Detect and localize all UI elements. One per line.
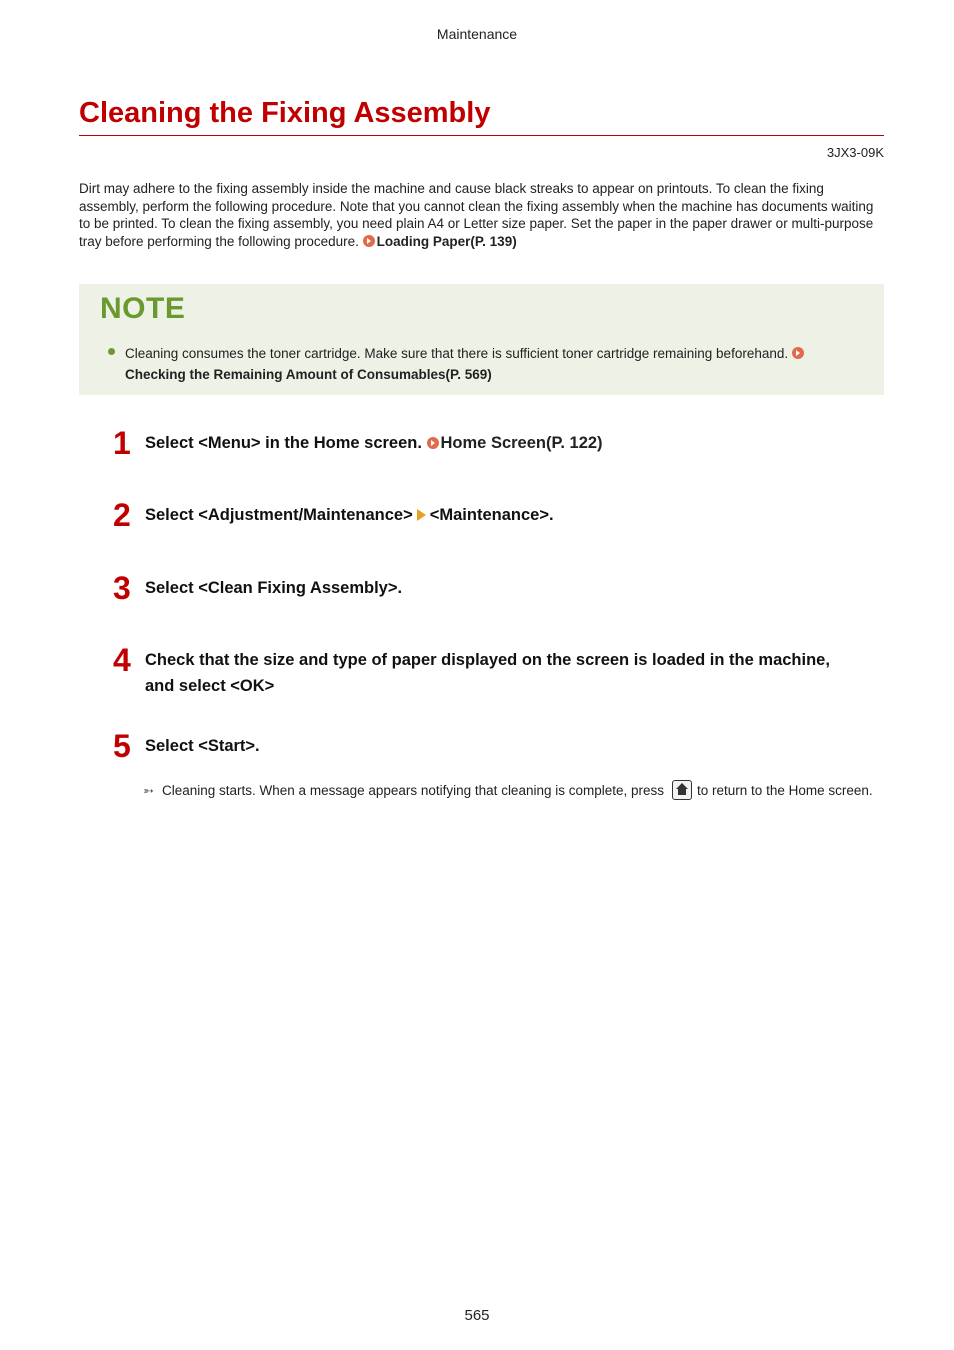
- step-number: 5: [113, 728, 131, 764]
- step-instruction: Select <Adjustment/Maintenance>: [145, 506, 413, 524]
- step-number: 2: [113, 497, 131, 533]
- result-text-b: to return to the Home screen.: [697, 783, 873, 798]
- arrow-right-icon: [417, 509, 426, 521]
- result-text: [162, 778, 877, 804]
- link-arrow-icon: [792, 347, 804, 359]
- step-number: 1: [113, 425, 131, 461]
- step-text: [145, 430, 835, 456]
- intro-text: Dirt may adhere to the fixing assembly inside the machine and cause black streaks to appear on printouts. To clean the fixing assembly, perform the following procedure. Note that you cannot clean the fixing assembly when the machine has documents waiting to be printed. To clean the fixing assembly, you need plain A4 or Letter size paper. Set the paper in the paper drawer or multi-purpose tray before performing the following procedure.: [79, 181, 874, 249]
- loading-paper-link[interactable]: Loading Paper(P. 139): [376, 233, 517, 249]
- home-screen-link[interactable]: Home Screen(P. 122): [440, 434, 603, 452]
- consumables-link[interactable]: Checking the Remaining Amount of Consumables(P. 569): [125, 367, 492, 382]
- title-divider: [79, 135, 884, 136]
- link-arrow-icon: [363, 235, 375, 247]
- result-arrow-icon: ➳: [143, 783, 154, 798]
- page-header: Maintenance: [436, 26, 518, 42]
- step-text: Check that the size and type of paper displayed on the screen is loaded in the machine, and select <OK>: [145, 651, 830, 695]
- note-text: [125, 343, 855, 385]
- intro-paragraph: [79, 180, 884, 250]
- note-box: [79, 284, 884, 395]
- document-id: 3JX3-09K: [826, 145, 884, 160]
- step-text: Select <Start>.: [145, 737, 260, 755]
- page-title: Cleaning the Fixing Assembly: [79, 97, 491, 129]
- step-number: 4: [113, 642, 131, 678]
- bullet-icon: [108, 348, 115, 355]
- step-instruction: Select <Menu> in the Home screen.: [145, 434, 427, 452]
- home-icon: [672, 780, 692, 800]
- note-body: Cleaning consumes the toner cartridge. Make sure that there is sufficient toner cartridge remaining beforehand.: [125, 346, 792, 361]
- step-instruction-cont: <Maintenance>.: [429, 506, 554, 524]
- step-text: [145, 502, 835, 528]
- result-text-a: Cleaning starts. When a message appears notifying that cleaning is complete, press: [162, 783, 665, 798]
- step-number: 3: [113, 570, 131, 606]
- note-title: NOTE: [100, 292, 186, 325]
- link-arrow-icon: [427, 437, 439, 449]
- step-text: Select <Clean Fixing Assembly>.: [145, 579, 403, 597]
- page-number: 565: [464, 1307, 490, 1324]
